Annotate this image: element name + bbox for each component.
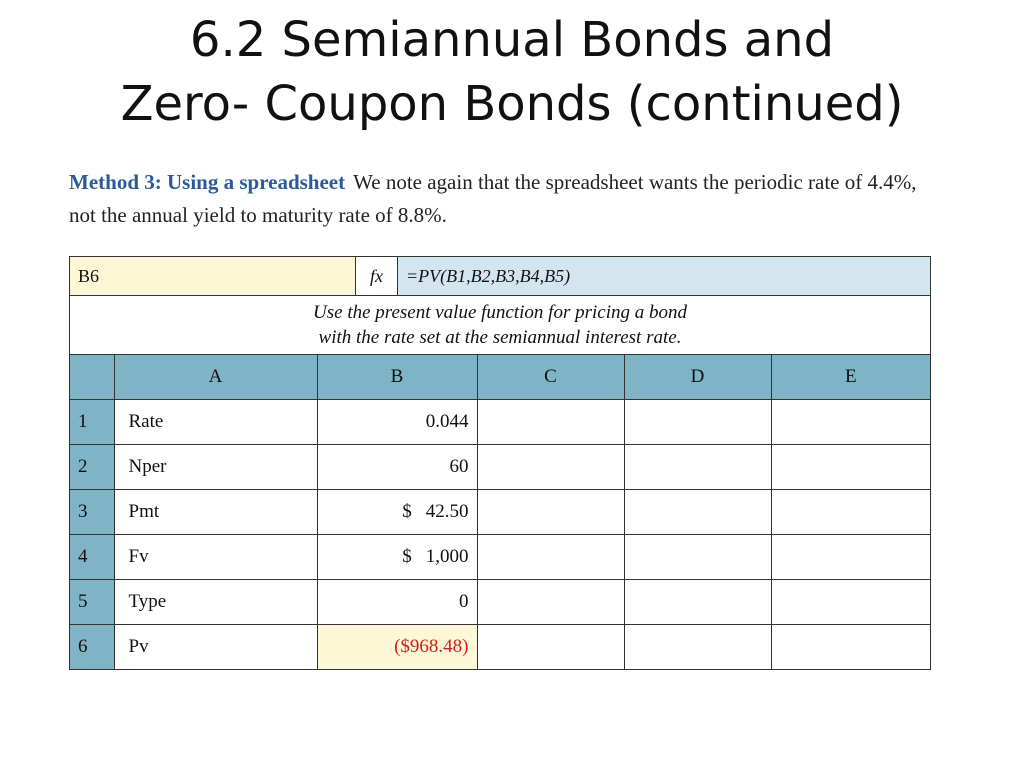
cell-d4[interactable]	[624, 535, 771, 580]
table-row	[70, 625, 930, 670]
row-header[interactable]: 6	[70, 625, 114, 670]
row-header[interactable]: 3	[70, 490, 114, 535]
column-header-a[interactable]: A	[114, 355, 317, 400]
cell-d6[interactable]	[624, 625, 771, 670]
column-header-d[interactable]: D	[624, 355, 771, 400]
cell-e2[interactable]	[771, 445, 930, 490]
spreadsheet	[69, 256, 931, 670]
cell-a5[interactable]: Type	[114, 580, 317, 625]
formula-input[interactable]: =PV(B1,B2,B3,B4,B5)	[398, 257, 930, 295]
title-line-2: Zero- Coupon Bonds (continued)	[120, 76, 904, 132]
column-header-b[interactable]: B	[317, 355, 477, 400]
cell-c3[interactable]	[477, 490, 624, 535]
cell-d2[interactable]	[624, 445, 771, 490]
cell-d1[interactable]	[624, 400, 771, 445]
column-header-c[interactable]: C	[477, 355, 624, 400]
table-row	[70, 580, 930, 625]
cell-a3[interactable]: Pmt	[114, 490, 317, 535]
fx-icon[interactable]: fx	[356, 257, 398, 295]
cell-b5[interactable]	[317, 580, 477, 625]
row-header[interactable]: 5	[70, 580, 114, 625]
cell-d3[interactable]	[624, 490, 771, 535]
cell-e3[interactable]	[771, 490, 930, 535]
column-header-row	[70, 355, 930, 400]
cell-a6[interactable]: Pv	[114, 625, 317, 670]
cell-value: 1,000	[425, 546, 469, 567]
slide-title	[0, 8, 1024, 136]
cell-value: 42.50	[425, 501, 469, 522]
table-row	[70, 490, 930, 535]
cell-e1[interactable]	[771, 400, 930, 445]
cell-b2[interactable]	[317, 445, 477, 490]
cell-c5[interactable]	[477, 580, 624, 625]
cell-value: 0.044	[425, 411, 469, 432]
title-line-1: 6.2 Semiannual Bonds and	[189, 12, 835, 68]
cell-b1[interactable]	[317, 400, 477, 445]
cell-b4[interactable]	[317, 535, 477, 580]
cell-a1[interactable]: Rate	[114, 400, 317, 445]
cell-e4[interactable]	[771, 535, 930, 580]
table-row	[70, 535, 930, 580]
cell-value: 60	[449, 456, 469, 477]
formula-bar	[70, 257, 930, 296]
note-line-2: with the rate set at the semiannual interest rate.	[318, 327, 682, 348]
table-row	[70, 445, 930, 490]
spreadsheet-grid	[70, 355, 930, 669]
row-header[interactable]: 2	[70, 445, 114, 490]
row-header[interactable]: 4	[70, 535, 114, 580]
cell-d5[interactable]	[624, 580, 771, 625]
corner-cell[interactable]	[70, 355, 114, 400]
spreadsheet-note	[70, 296, 930, 355]
intro-paragraph	[69, 166, 939, 232]
cell-b3[interactable]	[317, 490, 477, 535]
cell-e5[interactable]	[771, 580, 930, 625]
cell-reference-box[interactable]: B6	[70, 257, 356, 295]
cell-value: ($968.48)	[394, 636, 469, 657]
cell-c4[interactable]	[477, 535, 624, 580]
note-line-1: Use the present value function for pricing a bond	[313, 302, 687, 323]
cell-c2[interactable]	[477, 445, 624, 490]
currency-symbol: $	[402, 546, 412, 567]
column-header-e[interactable]: E	[771, 355, 930, 400]
cell-c1[interactable]	[477, 400, 624, 445]
cell-a4[interactable]: Fv	[114, 535, 317, 580]
cell-a2[interactable]: Nper	[114, 445, 317, 490]
cell-e6[interactable]	[771, 625, 930, 670]
cell-value: 0	[459, 591, 469, 612]
cell-b6-result[interactable]	[317, 625, 477, 670]
cell-c6[interactable]	[477, 625, 624, 670]
currency-symbol: $	[402, 501, 412, 522]
row-header[interactable]: 1	[70, 400, 114, 445]
method-label: Method 3: Using a spreadsheet	[69, 170, 346, 194]
intro-text: We note again that the spreadsheet wants the periodic rate of 4.4%, not the annual yield to maturity rate of 8.8%.	[69, 170, 917, 227]
table-row	[70, 400, 930, 445]
